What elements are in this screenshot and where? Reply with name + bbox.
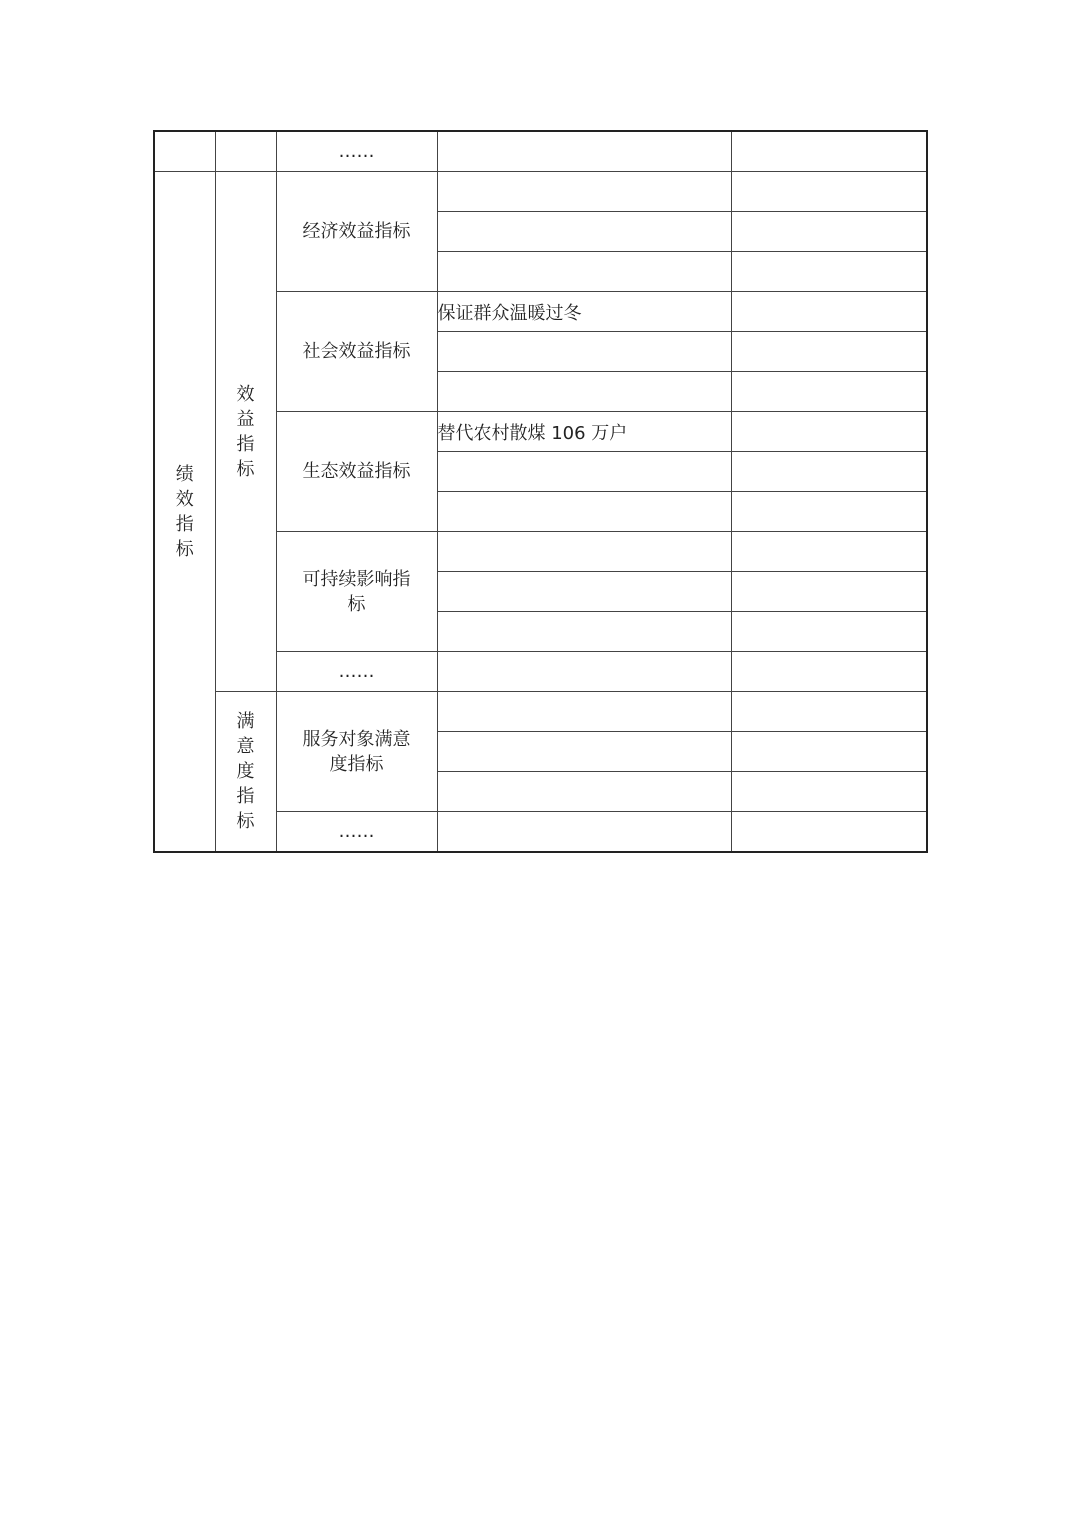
indicator-content-cell (437, 372, 731, 412)
level2-indicator-cell (215, 692, 276, 853)
indicator-value-cell (731, 332, 927, 372)
level1-indicator-cell (154, 172, 215, 853)
indicator-value-cell (731, 131, 927, 172)
level3-indicator-label: 生态效益指标 (302, 461, 411, 482)
indicator-value-cell (731, 612, 927, 652)
indicator-content-cell: 保证群众温暖过冬 (437, 292, 731, 332)
indicator-content-cell (437, 612, 731, 652)
level3-indicator-cell (276, 172, 437, 292)
indicator-content-cell: 替代农村散煤 106 万户 (437, 412, 731, 452)
level3-indicator-cell (276, 532, 437, 652)
level3-indicator-label: 服务对象满意度指标 (302, 728, 411, 775)
level2-indicator-label: 效益指标 (236, 383, 255, 480)
indicator-content-cell (437, 131, 731, 172)
indicator-content-cell (437, 452, 731, 492)
level3-indicator-cell (276, 692, 437, 812)
indicator-content-cell (437, 652, 731, 692)
indicator-content-cell (437, 252, 731, 292)
indicator-value-cell (731, 212, 927, 252)
table-row (154, 131, 927, 172)
indicator-value-cell (731, 532, 927, 572)
level3-indicator-label: 社会效益指标 (302, 341, 411, 362)
indicator-content-cell (437, 732, 731, 772)
indicator-value-cell (731, 412, 927, 452)
indicator-value-cell (731, 172, 927, 212)
indicator-content-cell (437, 172, 731, 212)
indicator-value-cell (731, 252, 927, 292)
level3-indicator-label: 经济效益指标 (302, 221, 411, 242)
level2-indicator-cell (215, 172, 276, 692)
indicator-value-cell (731, 732, 927, 772)
indicator-content-cell (437, 772, 731, 812)
blank-cell (215, 131, 276, 172)
performance-indicator-table (153, 130, 928, 853)
level3-indicator-cell (276, 292, 437, 412)
indicator-content-cell (437, 692, 731, 732)
level3-indicator-label: 可持续影响指标 (302, 568, 411, 615)
indicator-content-cell (437, 812, 731, 853)
indicator-value-cell (731, 572, 927, 612)
indicator-content-cell (437, 572, 731, 612)
indicator-value-cell (731, 292, 927, 332)
indicator-content-cell (437, 332, 731, 372)
indicator-content-cell (437, 492, 731, 532)
indicator-value-cell (731, 452, 927, 492)
indicator-content-cell (437, 212, 731, 252)
table-row (154, 692, 927, 732)
ellipsis-cell: …… (276, 812, 437, 853)
table-row (154, 172, 927, 212)
level1-indicator-label: 绩效指标 (175, 463, 194, 560)
blank-cell (154, 131, 215, 172)
indicator-value-cell (731, 772, 927, 812)
level3-indicator-cell (276, 412, 437, 532)
indicator-value-cell (731, 812, 927, 853)
indicator-value-cell (731, 652, 927, 692)
indicator-value-cell (731, 372, 927, 412)
ellipsis-cell: …… (276, 131, 437, 172)
ellipsis-cell: …… (276, 652, 437, 692)
indicator-content-cell (437, 532, 731, 572)
level2-indicator-label: 满意度指标 (236, 711, 255, 832)
indicator-value-cell (731, 492, 927, 532)
indicator-value-cell (731, 692, 927, 732)
